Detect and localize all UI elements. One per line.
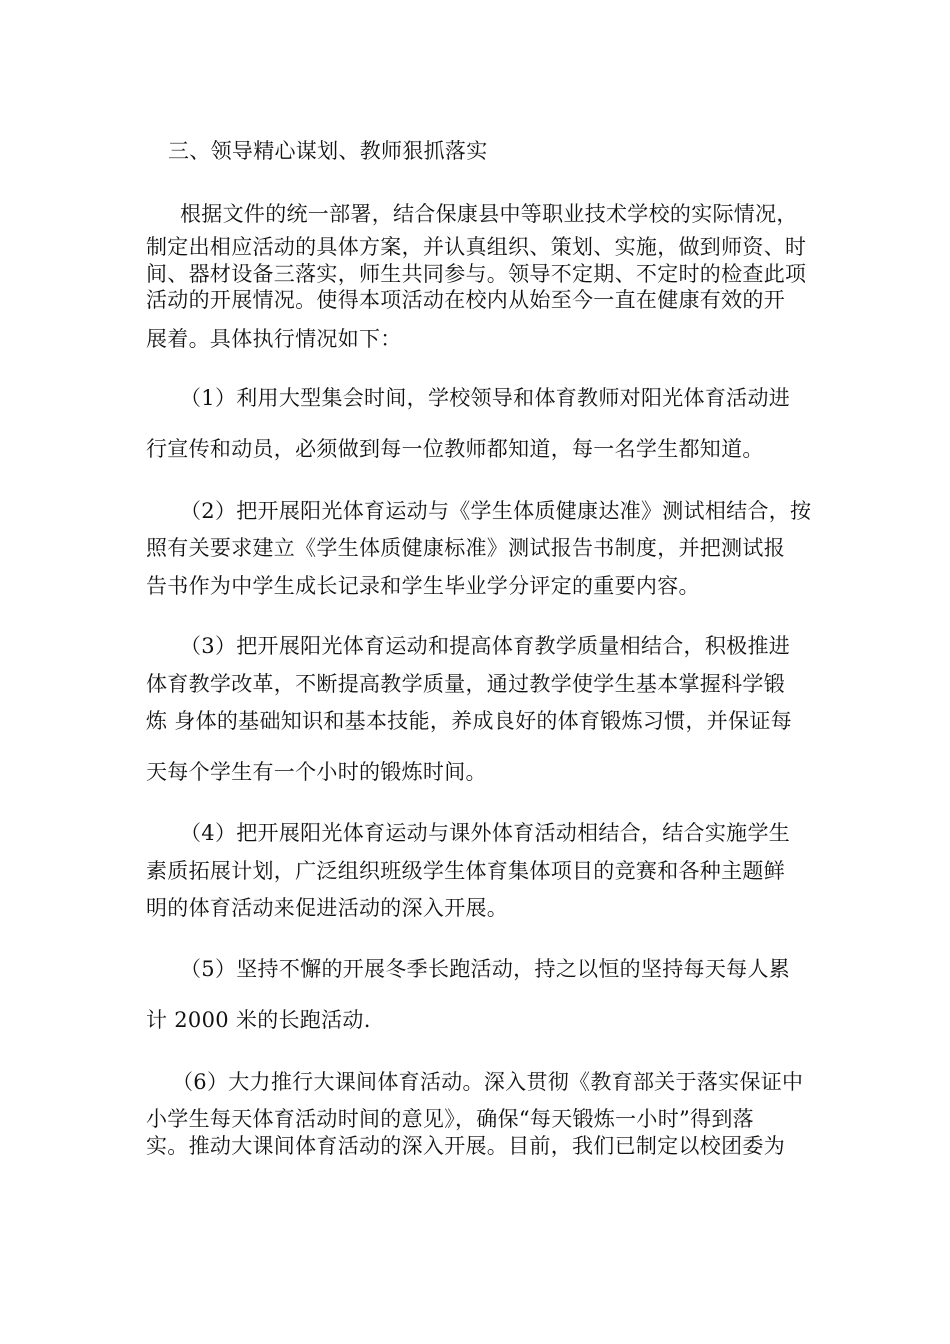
- item2-line-3: 告书作为中学生成长记录和学生毕业学分评定的重要内容。: [146, 574, 700, 598]
- item2-line-2: 照有关要求建立《学生体质健康标准》测试报告书制度，并把测试报: [146, 536, 785, 560]
- intro-line-2: 制定出相应活动的具体方案，并认真组织、策划、实施，做到师资、时: [146, 235, 807, 259]
- section-heading: 三、领导精心谋划、教师狠抓落实: [168, 139, 488, 163]
- item4-line-1: （4）把开展阳光体育运动与课外体育活动相结合，结合实施学生: [180, 821, 791, 845]
- item5-line-1: （5）坚持不懈的开展冬季长跑活动，持之以恒的坚持每天每人累: [180, 957, 791, 981]
- item1-line-1: （1）利用大型集会时间，学校领导和体育教师对阳光体育活动进: [180, 386, 791, 410]
- item4-line-3: 明的体育活动来促进活动的深入开展。: [146, 896, 509, 920]
- intro-line-3: 间、器材设备三落实，师生共同参与。领导不定期、不定时的检查此项: [146, 262, 807, 286]
- item5-line-2: 计 2000 米的长跑活动.: [146, 1008, 371, 1032]
- item2-line-1: （2）把开展阳光体育运动与《学生体质健康达准》测试相结合，按: [180, 499, 812, 523]
- intro-line-5: 展着。具体执行情况如下：: [146, 327, 402, 351]
- item3-line-3: 炼 身体的基础知识和基本技能，养成良好的体育锻炼习惯，并保证每: [146, 709, 792, 733]
- item6-line-2: 小学生每天体育活动时间的意见》，确保“每天锻炼一小时”得到落: [146, 1107, 754, 1131]
- item3-line-2: 体育教学改革，不断提高教学质量，通过教学使学生基本掌握科学锻: [146, 672, 785, 696]
- intro-line-4: 活动的开展情况。使得本项活动在校内从始至今一直在健康有效的开: [146, 288, 785, 312]
- item6-line-3: 实。推动大课间体育活动的深入开展。目前，我们已制定以校团委为: [146, 1134, 785, 1158]
- item3-line-1: （3）把开展阳光体育运动和提高体育教学质量相结合，积极推进: [180, 634, 791, 658]
- item6-line-1: （6）大力推行大课间体育活动。深入贯彻《教育部关于落实保证中: [172, 1070, 804, 1094]
- item3-line-4: 天每个学生有一个小时的锻炼时间。: [146, 760, 487, 784]
- item1-line-2: 行宣传和动员，必须做到每一位教师都知道，每一名学生都知道。: [146, 437, 764, 461]
- item4-line-2: 素质拓展计划，广泛组织班级学生体育集体项目的竞赛和各种主题鲜: [146, 859, 785, 883]
- intro-line-1: 根据文件的统一部署，结合保康县中等职业技术学校的实际情况，: [180, 202, 798, 226]
